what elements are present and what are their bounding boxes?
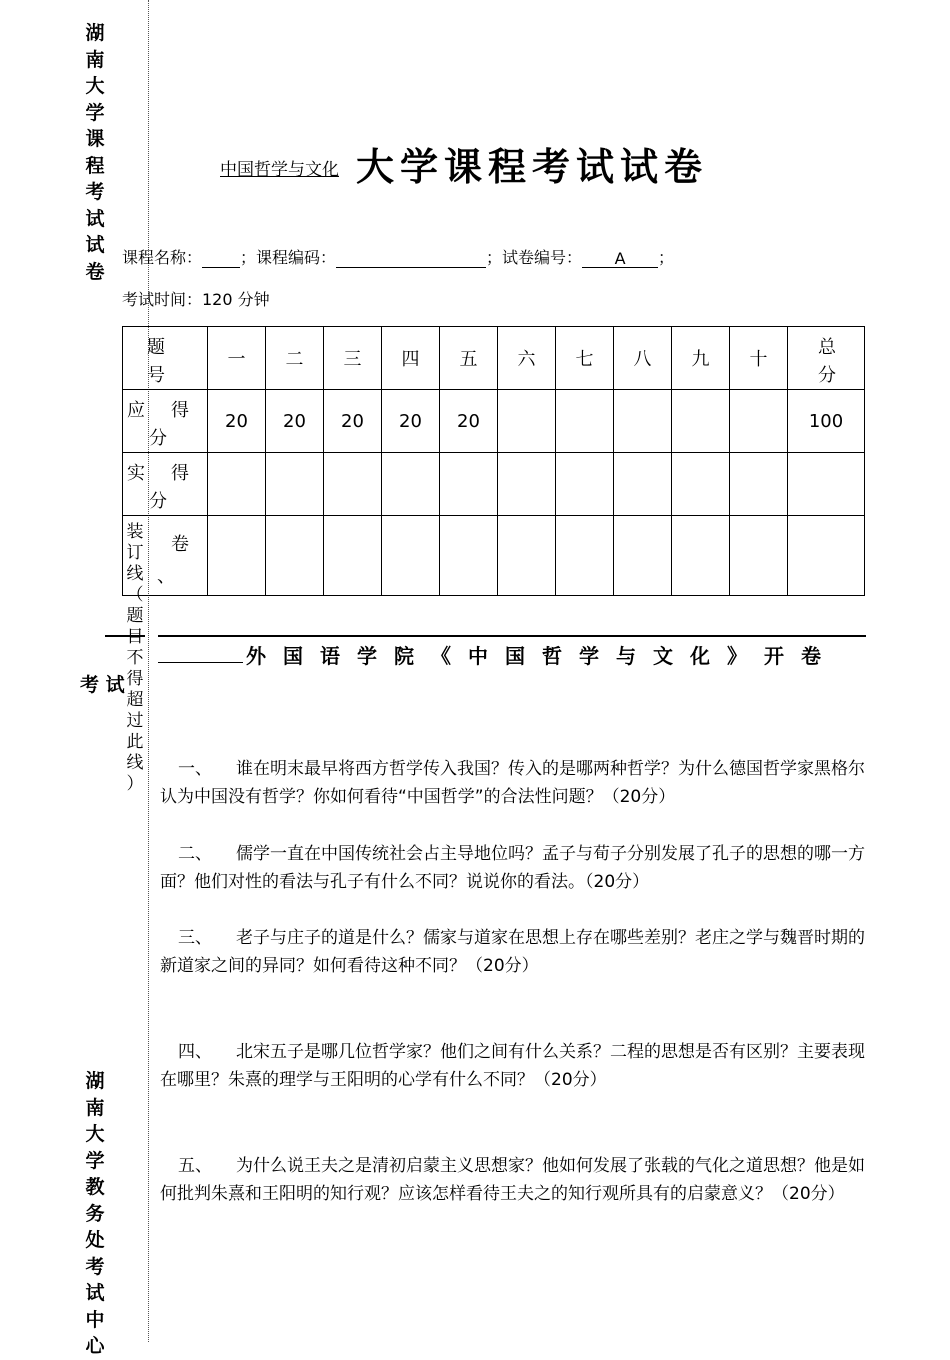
vertical-char: ） — [126, 774, 144, 794]
due-score-cell — [730, 390, 788, 453]
due-score-cell — [556, 390, 614, 453]
vertical-char: 处 — [85, 1229, 105, 1251]
question-text: 老子与庄子的道是什么？儒家与道家在思想上存在哪些差别？老庄之学与魏晋时期的新道家之间的异同？如何看待这种不同？（20分） — [160, 928, 865, 976]
score-table — [122, 326, 865, 596]
label-c: 分 — [149, 491, 167, 512]
vertical-char: 卷 — [85, 260, 105, 283]
actual-score-cell[interactable] — [730, 453, 788, 516]
label-a: 实 — [127, 463, 145, 484]
row-label-question-no — [123, 327, 208, 390]
col-header: 九 — [672, 327, 730, 390]
grader-cell[interactable] — [440, 516, 498, 596]
question-number: 五、 — [178, 1156, 212, 1176]
vertical-char: 教 — [85, 1176, 105, 1198]
row-label-due-score — [123, 390, 208, 453]
vertical-char: 湖 — [85, 22, 105, 44]
vertical-char: 目 — [126, 627, 144, 647]
label-top: 题 — [147, 337, 165, 358]
question-item — [160, 1152, 872, 1208]
question-number: 一、 — [178, 759, 212, 779]
vertical-char: 中 — [85, 1308, 105, 1331]
subject-name: 中国哲学与文化 — [220, 160, 339, 180]
question-item — [160, 924, 872, 980]
vertical-char: 南 — [85, 48, 105, 71]
vertical-char: 大 — [85, 1123, 105, 1145]
actual-score-total[interactable] — [788, 453, 865, 516]
vertical-char: 得 — [126, 669, 144, 689]
col-header: 一 — [208, 327, 266, 390]
due-score-cell: 20 — [440, 390, 498, 453]
due-score-cell — [498, 390, 556, 453]
grader-cell[interactable] — [672, 516, 730, 596]
banner-underline — [158, 662, 243, 663]
col-header: 十 — [730, 327, 788, 390]
question-text: 北宋五子是哪几位哲学家？他们之间有什么关系？二程的思想是否有区别？主要表现在哪里？朱熹的理学与王阳明的心学有什么不同？（20分） — [160, 1042, 865, 1090]
vertical-char: 装 — [126, 522, 144, 542]
col-header: 四 — [382, 327, 440, 390]
actual-score-cell[interactable] — [440, 453, 498, 516]
label-b: 得 — [171, 400, 189, 421]
due-score-cell — [614, 390, 672, 453]
course-name-field[interactable] — [202, 249, 240, 268]
course-info-line — [122, 245, 674, 268]
vertical-char: 程 — [85, 154, 105, 177]
question-item — [160, 755, 872, 811]
question-number: 二、 — [178, 844, 212, 864]
vertical-char: 课 — [85, 128, 105, 150]
actual-score-cell[interactable] — [208, 453, 266, 516]
col-header-total — [788, 327, 865, 390]
vertical-char: 试 — [85, 207, 105, 230]
vertical-char: 务 — [85, 1202, 105, 1225]
col-header: 五 — [440, 327, 498, 390]
course-name-label: 课程名称： — [122, 248, 203, 267]
vertical-char: 学 — [85, 101, 105, 124]
page-title: 大学课程考试试卷 — [356, 144, 709, 189]
label-b: 卷 — [171, 534, 189, 555]
vertical-char: 不 — [126, 648, 144, 668]
banner-rule-right — [158, 635, 866, 637]
actual-score-cell[interactable] — [382, 453, 440, 516]
vertical-char: 考 — [85, 1255, 105, 1278]
vertical-char: 此 — [126, 732, 144, 752]
grader-cell[interactable] — [324, 516, 382, 596]
actual-score-cell[interactable] — [556, 453, 614, 516]
table-row-header — [123, 327, 865, 390]
vertical-char: 试 — [85, 1282, 105, 1304]
actual-score-cell[interactable] — [614, 453, 672, 516]
question-number: 三、 — [178, 928, 212, 948]
label-bottom: 号 — [147, 365, 165, 386]
vertical-char: 大 — [85, 75, 105, 97]
grader-cell[interactable] — [556, 516, 614, 596]
grader-cell[interactable] — [382, 516, 440, 596]
vertical-char: 试 — [85, 234, 105, 256]
vertical-char: 南 — [85, 1096, 105, 1119]
info-end-mark: ； — [658, 248, 675, 267]
col-header: 七 — [556, 327, 614, 390]
course-code-field[interactable] — [336, 249, 486, 268]
side-bottom-label — [80, 1068, 110, 1360]
actual-score-cell[interactable] — [672, 453, 730, 516]
due-score-cell: 20 — [324, 390, 382, 453]
grader-cell[interactable] — [614, 516, 672, 596]
binding-line-note — [125, 522, 145, 795]
exam-banner: 外国语学院《中国哲学与文化》开卷 — [246, 644, 838, 668]
total-bottom: 分 — [818, 365, 836, 386]
actual-score-cell[interactable] — [498, 453, 556, 516]
paper-no-field[interactable]: A — [582, 249, 658, 268]
vertical-char: 线 — [126, 564, 144, 584]
vertical-char: 题 — [126, 606, 144, 626]
label-b: 得 — [171, 463, 189, 484]
vertical-char: 线 — [126, 753, 144, 773]
actual-score-cell[interactable] — [266, 453, 324, 516]
table-row-due-score — [123, 390, 865, 453]
col-header: 三 — [324, 327, 382, 390]
col-header: 八 — [614, 327, 672, 390]
label-c: 、 — [157, 566, 175, 587]
vertical-char: 超 — [126, 690, 144, 710]
question-text: 为什么说王夫之是清初启蒙主义思想家？他如何发展了张载的气化之道思想？他是如何批判朱熹和王阳明的知行观？应该怎样看待王夫之的知行观所具有的启蒙意义？（20分） — [160, 1156, 865, 1204]
grader-cell[interactable] — [208, 516, 266, 596]
due-score-cell: 20 — [266, 390, 324, 453]
due-score-cell: 20 — [208, 390, 266, 453]
side-top-label — [80, 20, 110, 285]
course-code-label: ；课程编码： — [240, 248, 337, 267]
due-score-cell: 20 — [382, 390, 440, 453]
vertical-char: 学 — [85, 1149, 105, 1172]
grader-cell[interactable] — [498, 516, 556, 596]
table-row-actual-score — [123, 453, 865, 516]
binding-dotted-line — [148, 0, 149, 1342]
label-c: 分 — [149, 428, 167, 449]
actual-score-cell[interactable] — [324, 453, 382, 516]
exam-time: 考试时间：120 分钟 — [122, 290, 270, 309]
due-score-cell — [672, 390, 730, 453]
vertical-char: 过 — [126, 711, 144, 731]
label-a: 应 — [127, 400, 145, 421]
question-number: 四、 — [178, 1042, 212, 1062]
vertical-char: （ — [126, 585, 144, 605]
question-text: 谁在明末最早将西方哲学传入我国？传入的是哪两种哲学？为什么德国哲学家黑格尔认为中国没有哲学？你如何看待“中国哲学”的合法性问题？（20分） — [160, 759, 865, 807]
paper-no-label: ；试卷编号： — [486, 248, 583, 267]
question-item — [160, 1038, 872, 1094]
question-item — [160, 840, 872, 896]
side-mid-label: 考 试 — [80, 674, 125, 696]
vertical-char: 考 — [85, 181, 105, 203]
table-row-grader — [123, 516, 865, 596]
question-text: 儒学一直在中国传统社会占主导地位吗？孟子与荀子分别发展了孔子的思想的哪一方面？他们对性的看法与孔子有什么不同？说说你的看法。（20分） — [160, 844, 865, 892]
total-top: 总 — [818, 337, 836, 358]
grader-cell[interactable] — [730, 516, 788, 596]
grader-cell[interactable] — [266, 516, 324, 596]
vertical-char: 湖 — [85, 1070, 105, 1092]
banner-rule-left — [105, 635, 145, 637]
vertical-char: 心 — [85, 1335, 105, 1357]
due-score-total: 100 — [788, 390, 865, 453]
row-label-actual-score — [123, 453, 208, 516]
vertical-char: 订 — [126, 543, 144, 563]
col-header: 二 — [266, 327, 324, 390]
grader-total[interactable] — [788, 516, 865, 596]
col-header: 六 — [498, 327, 556, 390]
